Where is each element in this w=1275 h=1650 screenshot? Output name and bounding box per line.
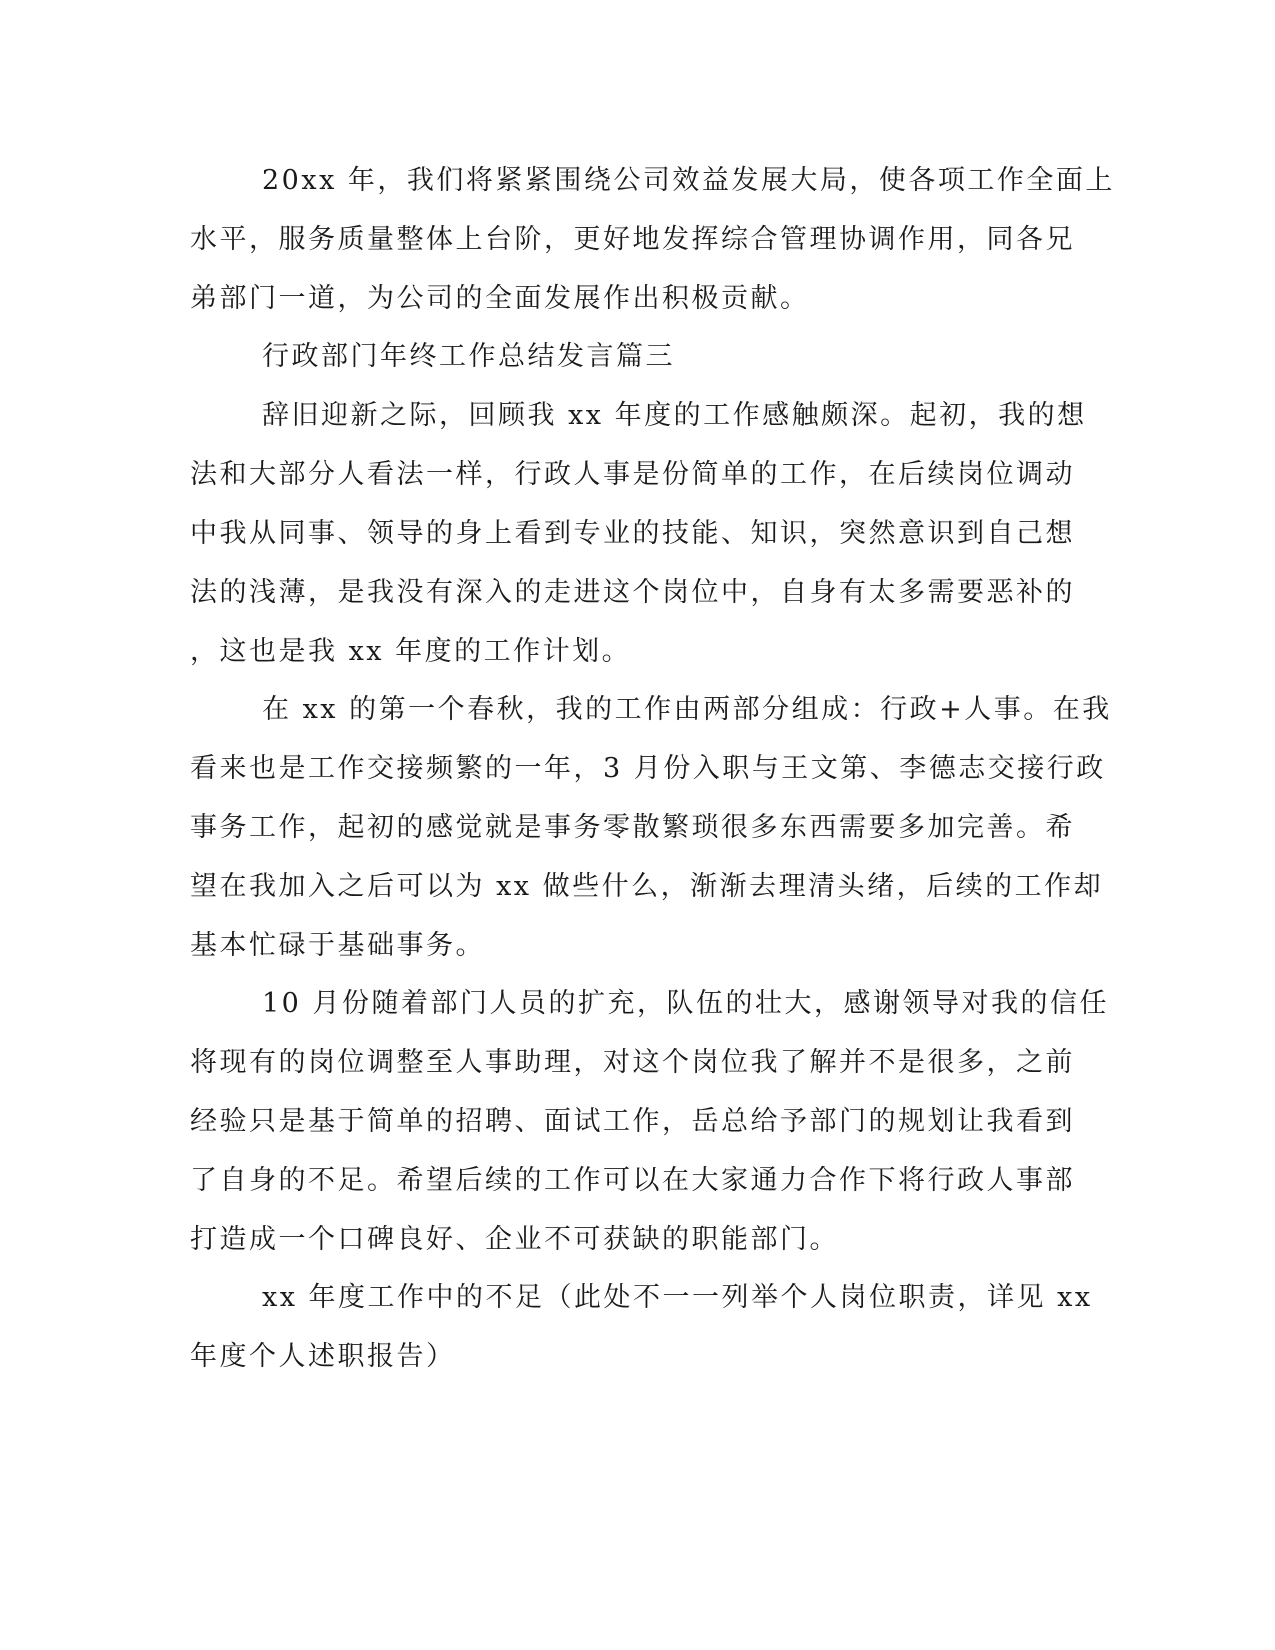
- paragraph-line: xx 年度工作中的不足（此处不一一列举个人岗位职责，详见 xx: [262, 1282, 1093, 1313]
- paragraph-line: 基本忙碌于基础事务。: [190, 930, 485, 961]
- paragraph-line: 打造成一个口碑良好、企业不可获缺的职能部门。: [190, 1224, 839, 1255]
- paragraph-line: 经验只是基于简单的招聘、面试工作，岳总给予部门的规划让我看到: [190, 1106, 1075, 1137]
- paragraph-line: 20xx 年，我们将紧紧围绕公司效益发展大局，使各项工作全面上: [262, 165, 1115, 196]
- paragraph-line: 望在我加入之后可以为 xx 做些什么，渐渐去理清头绪，后续的工作却: [190, 871, 1104, 902]
- paragraph-line: 法的浅薄，是我没有深入的走进这个岗位中，自身有太多需要恶补的: [190, 577, 1075, 608]
- paragraph-line: ，这也是我 xx 年度的工作计划。: [190, 636, 632, 667]
- paragraph-line: 辞旧迎新之际，回顾我 xx 年度的工作感触颇深。起初，我的想: [262, 400, 1087, 431]
- paragraph-line: 中我从同事、领导的身上看到专业的技能、知识，突然意识到自己想: [190, 518, 1075, 549]
- paragraph-line: 事务工作，起初的感觉就是事务零散繁琐很多东西需要多加完善。希: [190, 812, 1075, 843]
- paragraph-line: 水平，服务质量整体上台阶，更好地发挥综合管理协调作用，同各兄: [190, 224, 1075, 255]
- paragraph-line: 将现有的岗位调整至人事助理，对这个岗位我了解并不是很多，之前: [190, 1047, 1075, 1078]
- paragraph-line: 在 xx 的第一个春秋，我的工作由两部分组成：行政+人事。在我: [262, 694, 1112, 725]
- paragraph-line: 看来也是工作交接频繁的一年，3 月份入职与王文第、李德志交接行政: [190, 753, 1106, 784]
- paragraph-line: 弟部门一道，为公司的全面发展作出积极贡献。: [190, 283, 810, 314]
- section-heading: 行政部门年终工作总结发言篇三: [262, 341, 675, 372]
- paragraph-line: 了自身的不足。希望后续的工作可以在大家通力合作下将行政人事部: [190, 1165, 1075, 1196]
- paragraph-line: 年度个人述职报告）: [190, 1341, 456, 1372]
- paragraph-line: 10 月份随着部门人员的扩充，队伍的壮大，感谢领导对我的信任: [262, 988, 1109, 1019]
- paragraph-line: 法和大部分人看法一样，行政人事是份简单的工作，在后续岗位调动: [190, 459, 1075, 490]
